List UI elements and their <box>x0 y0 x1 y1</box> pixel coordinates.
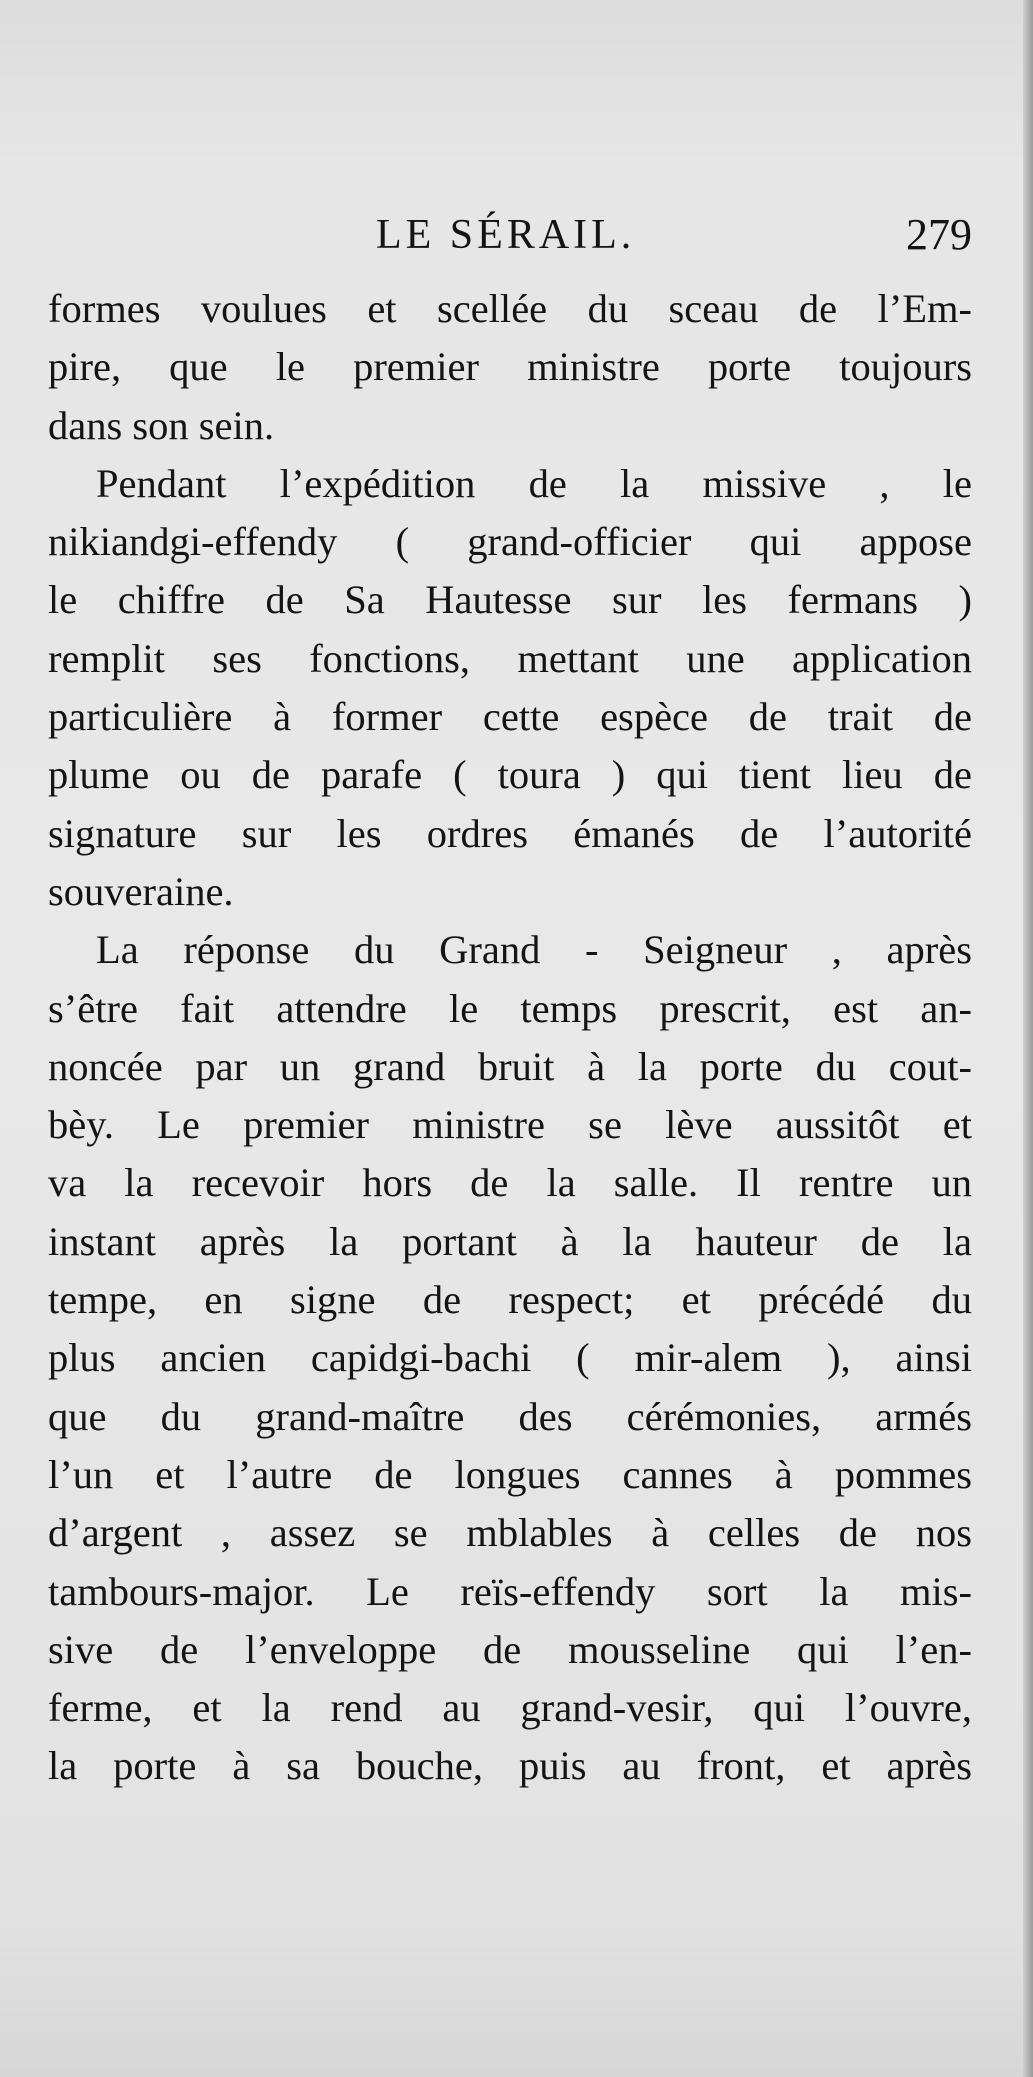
text-line: d’argent , assez se mblables à celles de nos <box>48 1510 972 1556</box>
text-line: plume ou de parafe ( toura ) qui tient lieu de <box>48 752 972 798</box>
text-line: sive de l’enveloppe de mousseline qui l’en- <box>48 1626 972 1672</box>
page-header <box>48 205 972 265</box>
text-line: pire, que le premier ministre porte toujours <box>48 344 972 390</box>
text-line: noncée par un grand bruit à la porte du cout- <box>48 1043 972 1089</box>
text-line: La réponse du Grand - Seigneur , après <box>96 927 972 973</box>
text-line: le chiffre de Sa Hautesse sur les fermans ) <box>48 577 972 623</box>
page-number: 279 <box>906 210 972 259</box>
text-line: que du grand-maître des cérémonies, armés <box>48 1393 972 1439</box>
text-line: souveraine. <box>48 868 234 914</box>
text-line: ferme, et la rend au grand-vesir, qui l’ouvre, <box>48 1685 972 1731</box>
text-line: formes voulues et scellée du sceau de l’Em- <box>48 286 972 331</box>
text-line: nikiandgi-effendy ( grand-officier qui appose <box>48 519 972 565</box>
text-line: dans son sein. <box>48 402 275 448</box>
text-line: s’être fait attendre le temps prescrit, est an- <box>48 985 972 1031</box>
running-head: LE SÉRAIL. <box>376 212 636 258</box>
text-line: va la recevoir hors de la salle. Il rentre un <box>48 1160 972 1206</box>
text-line: plus ancien capidgi-bachi ( mir-alem ), ainsi <box>48 1335 972 1381</box>
body-text <box>48 280 972 1796</box>
text-line: l’un et l’autre de longues cannes à pommes <box>48 1451 972 1497</box>
text-line: la porte à sa bouche, puis au front, et après <box>48 1743 972 1789</box>
text-line: tambours-major. Le reïs-effendy sort la mis- <box>48 1568 972 1614</box>
text-line: instant après la portant à la hauteur de la <box>48 1218 972 1264</box>
page-edge-shadow <box>1023 0 1033 2077</box>
text-line: signature sur les ordres émanés de l’autorité <box>48 810 972 856</box>
text-line: Pendant l’expédition de la missive , le <box>96 460 972 506</box>
text-line: bèy. Le premier ministre se lève aussitôt et <box>48 1102 972 1148</box>
text-line: particulière à former cette espèce de trait de <box>48 694 972 740</box>
text-line: remplit ses fonctions, mettant une application <box>48 635 972 681</box>
text-line: tempe, en signe de respect; et précédé du <box>48 1277 972 1323</box>
